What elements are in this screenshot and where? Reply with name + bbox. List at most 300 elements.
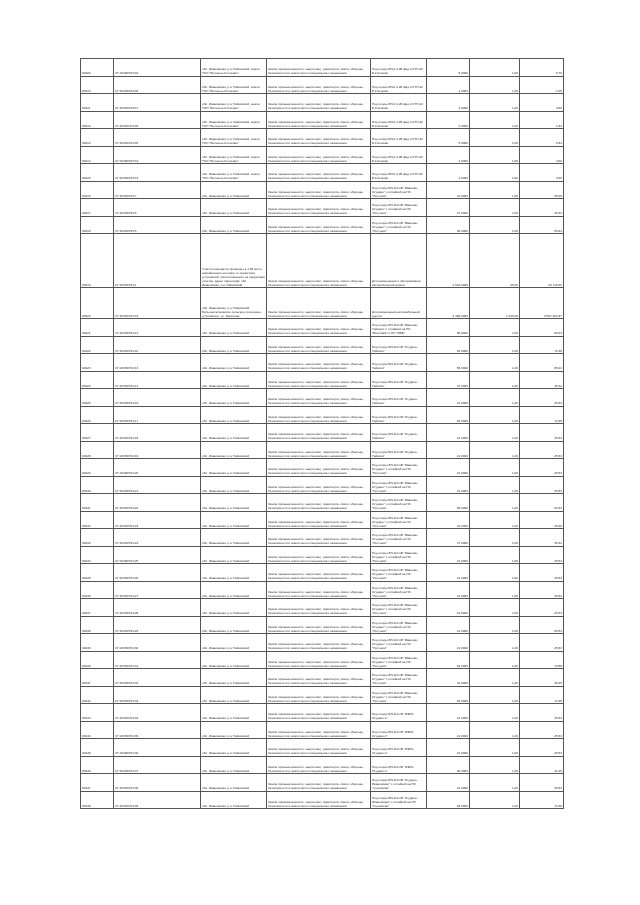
cost-value-text: 35,65 [554, 523, 562, 528]
address [200, 739, 266, 756]
address-text: обл. Ивановская, р-н Тейковский [202, 436, 250, 441]
land-category [266, 459, 370, 476]
permitted-use [370, 529, 426, 546]
cadastral-number-text: 37:18:050703:45 [115, 141, 139, 146]
cadastral-number [113, 512, 200, 529]
cadastral-number-text: 37:18:050704:35 [115, 733, 139, 738]
cost-value [519, 582, 564, 599]
address [200, 147, 266, 164]
cadastral-number [113, 617, 200, 634]
rate-value-text: 1,00 [511, 366, 518, 371]
address [200, 704, 266, 721]
permitted-use [370, 354, 426, 371]
address-text: обл. Ивановская, р-н Тейковский, земли ТОО "Большое Клочково" [202, 67, 260, 76]
row-number-text: 90243 [82, 716, 91, 721]
area-value-text: 4,0000 [458, 106, 468, 111]
cost-value-text: 4,60 [555, 176, 562, 181]
table-row [80, 389, 564, 407]
land-category [266, 182, 370, 199]
land-category [266, 687, 370, 704]
table-row [80, 774, 564, 792]
permitted-use-text: Под опоры ВЛ-110 кВ "Иваново-Огудино" с отпайкой на ПС "Петушки" [372, 515, 419, 528]
land-category [266, 129, 370, 146]
land-category-text: Земли промышленности, энергетики, транспорта, связи, обороны, безопасности и земли иного специального назначения [268, 502, 364, 511]
row-number [80, 164, 113, 181]
row-number-text: 90212 [82, 123, 91, 128]
permitted-use [370, 599, 426, 616]
table-row [80, 529, 564, 547]
table-row [80, 599, 564, 617]
cadastral-number-text: 37:18:050704:23 [115, 523, 139, 528]
cost-value-text: 35,32 [554, 541, 562, 546]
row-number-text: 90232 [82, 523, 91, 528]
cadastral-number [113, 164, 200, 181]
address [200, 442, 266, 459]
cost-value [519, 494, 564, 511]
row-number-text: 90225 [82, 401, 91, 406]
row-number-text: 90235 [82, 576, 91, 581]
cadastral-number-text: 37:18:050704:24 [115, 541, 139, 546]
land-category [266, 407, 370, 424]
rate-value-text: 1,00 [511, 716, 518, 721]
cost-value [519, 792, 564, 809]
cost-value [519, 564, 564, 581]
cost-value-text: 5,70 [555, 71, 562, 76]
area-value [426, 512, 469, 529]
rate-value-text: 1,00 [511, 593, 518, 598]
permitted-use [370, 164, 426, 181]
land-category [266, 582, 370, 599]
address-text: обл. Ивановская, р-н Тейковский, земли ТОО "Большое Клочково" [202, 102, 260, 111]
area-value [426, 634, 469, 651]
cost-value-text: 35,32 [554, 211, 562, 216]
area-value [426, 792, 469, 809]
cadastral-number-text: 37:18:050704:32 [115, 681, 139, 686]
cadastral-number [113, 529, 200, 546]
address [200, 94, 266, 111]
cost-value-text: 70,88 [554, 663, 562, 668]
cadastral-number [113, 494, 200, 511]
cadastral-number-text: 37:18:050704:22 [115, 506, 139, 511]
area-value [426, 459, 469, 476]
row-number [80, 288, 113, 318]
cadastral-number-text: 37:18:050704:16 [115, 401, 139, 406]
cadastral-number-text: 37:18:050704:28 [115, 611, 139, 616]
area-value [426, 389, 469, 406]
row-number-text: 90242 [82, 698, 91, 703]
land-category-text: Земли промышленности, энергетики, транспорта, связи, обороны, безопасности и земли иного специального назначения [268, 782, 364, 791]
area-value-text: 5,0000 [458, 141, 468, 146]
area-value [426, 652, 469, 669]
rate-value [469, 319, 519, 336]
address-text: обл. Ивановская, р-н Тейковский [202, 768, 250, 773]
cost-value [519, 182, 564, 199]
area-value-text: 3 469,0000 [452, 313, 468, 318]
table-row [80, 182, 564, 200]
land-category-text: Земли промышленности, энергетики, транспорта, связи, обороны, безопасности и земли иного специального назначения [268, 84, 364, 93]
address-text: обл. Ивановская, р-н Тейковский [202, 418, 250, 423]
address-text: обл. Ивановская, р-н Тейковский [202, 523, 250, 528]
area-value-text: 5,0000 [458, 71, 468, 76]
cadastral-number-text: 37:18:050703:48 [115, 88, 139, 93]
rate-value [469, 372, 519, 389]
area-value [426, 77, 469, 94]
address [200, 234, 266, 287]
address [200, 354, 266, 371]
permitted-use [370, 424, 426, 441]
rate-value-text: 1,00 [511, 471, 518, 476]
land-category-text: Земли промышленности, энергетики, транспорта, связи, обороны, безопасности и земли иного специального назначения [268, 189, 364, 198]
row-number [80, 599, 113, 616]
cost-value-text: 65,04 [554, 366, 562, 371]
rate-value [469, 129, 519, 146]
cost-value-text: 65,04 [554, 331, 562, 336]
cost-value-text: 35,65 [554, 681, 562, 686]
area-value-text: 1,0000 [458, 88, 468, 93]
row-number-text: 90236 [82, 593, 91, 598]
table-row [80, 704, 564, 722]
permitted-use [370, 634, 426, 651]
area-value [426, 164, 469, 181]
land-category-text: Земли промышленности, энергетики, транспорта, связи, обороны, безопасности и земли иного специального назначения [268, 172, 364, 181]
row-number-text: 90222 [82, 348, 91, 353]
rate-value [469, 494, 519, 511]
permitted-use [370, 112, 426, 129]
cadastral-number-text: 37:18:050704:13 [115, 366, 139, 371]
land-category [266, 652, 370, 669]
land-category [266, 337, 370, 354]
cadastral-number [113, 337, 200, 354]
cost-value-text: 25,53 [554, 453, 562, 458]
row-number [80, 634, 113, 651]
cost-value-text: 4,60 [555, 106, 562, 111]
address-text: обл. Ивановская, р-н Тейковский, Большеклочковское сельское поселение, д.Гусевское, ул. Заречная [202, 305, 262, 318]
land-category-text: Земли промышленности, энергетики, транспорта, связи, обороны, безопасности и земли иного специального назначения [268, 537, 364, 546]
table-row [80, 288, 564, 319]
area-value [426, 182, 469, 199]
rate-value-text: 1,00 [511, 193, 518, 198]
land-category [266, 774, 370, 791]
cadastral-number [113, 407, 200, 424]
rate-value [469, 477, 519, 494]
address [200, 389, 266, 406]
address-text: обл. Ивановская, р-н Тейковский [202, 453, 250, 458]
permitted-use-text: Под опоры ВЛ-110 кВ "Иваново-Тейково" с отпайкой на ПС "Винтовка" и ПС "ИВЕ" [372, 323, 419, 336]
address [200, 617, 266, 634]
cost-value [519, 687, 564, 704]
permitted-use-text: Под опоры ВЛ-110 кВ "Иваново-Огудино" с отпайкой на ПС "Петушки" [372, 498, 419, 511]
area-value-text: 21,0000 [456, 751, 468, 756]
rate-value-text: 1,00 [511, 681, 518, 686]
area-value-text: 2,0000 [458, 123, 468, 128]
cadastral-number [113, 217, 200, 234]
cadastral-number-text: 37:18:050704:14 [115, 383, 139, 388]
cost-value-text: 25,53 [554, 576, 562, 581]
row-number-text: 90228 [82, 453, 91, 458]
rate-value-text: 1,00 [511, 768, 518, 773]
cadastral-number [113, 564, 200, 581]
land-category-text: Земли промышленности, энергетики, транспорта, связи, обороны, безопасности и земли иного специального назначения [268, 572, 364, 581]
row-number [80, 372, 113, 389]
permitted-use [370, 182, 426, 199]
area-value-text: 4,0000 [458, 158, 468, 163]
area-value-text: 55,0000 [456, 506, 468, 511]
address-text: обл. Ивановская, р-н Тейковский [202, 366, 250, 371]
cost-value-text: 72,38 [554, 348, 562, 353]
cost-value-text: 4,60 [555, 158, 562, 163]
area-value-text: 27,0000 [456, 383, 468, 388]
address [200, 77, 266, 94]
row-number [80, 652, 113, 669]
address-text: обл. Ивановская, р-н Тейковский [202, 506, 250, 511]
permitted-use [370, 94, 426, 111]
land-category [266, 319, 370, 336]
area-value [426, 722, 469, 739]
area-value [426, 354, 469, 371]
table-row [80, 757, 564, 775]
rate-value [469, 564, 519, 581]
area-value [426, 477, 469, 494]
land-category-text: Земли промышленности, энергетики, транспорта, связи, обороны, безопасности и земли иного специального назначения [268, 712, 364, 721]
land-category [266, 147, 370, 164]
land-category [266, 94, 370, 111]
row-number-text: 90241 [82, 681, 91, 686]
cadastral-number [113, 582, 200, 599]
cost-value [519, 372, 564, 389]
address-text: обл. Ивановская, р-н Тейковский [202, 803, 250, 808]
cadastral-number-text: 37:18:050704:10 [115, 348, 139, 353]
rate-value-text: 1,00 [511, 558, 518, 563]
address-text: обл. Ивановская, р-н Тейковский, земли ТОО "Большое Клочково" [202, 172, 260, 181]
cadastral-number-text: 37:18:050704:37 [115, 768, 139, 773]
cadastral-number [113, 288, 200, 318]
cadastral-number [113, 59, 200, 76]
cost-value [519, 354, 564, 371]
permitted-use [370, 617, 426, 634]
rate-value-text: 1,00 [511, 71, 518, 76]
permitted-use [370, 77, 426, 94]
land-category-text: Земли промышленности, энергетики, транспорта, связи, обороны, безопасности и земли иного специального назначения [268, 729, 364, 738]
cadastral-number-text: 37:18:050704:38 [115, 786, 139, 791]
rate-value [469, 512, 519, 529]
rate-value [469, 547, 519, 564]
cadastral-number [113, 182, 200, 199]
rate-value-text: 1,00 [511, 803, 518, 808]
rate-value [469, 59, 519, 76]
permitted-use [370, 389, 426, 406]
rate-value [469, 337, 519, 354]
address-text: обл. Ивановская, р-н Тейковский [202, 488, 250, 493]
rate-value-text: 1,00 [511, 141, 518, 146]
permitted-use-text: Под опоры ВЛ-110 кВ "Огудино-Тейково" [372, 344, 418, 353]
rate-value [469, 164, 519, 181]
cost-value [519, 477, 564, 494]
address-text: обл. Ивановская, р-н Тейковский [202, 558, 250, 563]
table-row [80, 407, 564, 425]
address [200, 288, 266, 318]
land-category-text: Земли промышленности, энергетики, транспорта, связи, обороны, безопасности и земли иного специального назначения [268, 379, 364, 388]
cadastral-number [113, 459, 200, 476]
permitted-use-text: Под опоры ВЛ-110 кВ "Огудино-Тейково" [372, 432, 418, 441]
rate-value [469, 147, 519, 164]
table-row [80, 792, 564, 810]
cadastral-number-text: 37:18:050704:11 [115, 331, 138, 336]
address [200, 494, 266, 511]
rate-value-text: 1,00 [511, 348, 518, 353]
address-text: обл. Ивановская, р-н Тейковский [202, 348, 250, 353]
rate-value [469, 582, 519, 599]
land-category [266, 757, 370, 774]
area-value [426, 217, 469, 234]
permitted-use [370, 722, 426, 739]
permitted-use-text: Под опоры ВЛ-110 кВ "Иваново-Огудино" с отпайкой на ПС "Петушки" [372, 203, 419, 216]
cadastral-number-text: 37:18:050704:18 [115, 436, 139, 441]
cadastral-number-text: 37:18:050704:25 [115, 558, 139, 563]
area-value-text: 21,0000 [456, 733, 468, 738]
cadastral-number [113, 634, 200, 651]
cost-value [519, 337, 564, 354]
area-value-text: 63,0000 [456, 348, 468, 353]
land-category [266, 617, 370, 634]
rate-value [469, 288, 519, 318]
address-text: обл. Ивановская, р-н Тейковский [202, 751, 250, 756]
cost-value-text: 25,53 [554, 646, 562, 651]
row-number [80, 337, 113, 354]
cadastral-number [113, 442, 200, 459]
cost-value [519, 94, 564, 111]
rate-value [469, 199, 519, 216]
cadastral-number-text: 37:18:050704:15 [115, 313, 139, 318]
area-value [426, 337, 469, 354]
row-number-text: 90223 [82, 366, 91, 371]
table-row [80, 424, 564, 442]
land-category-text: Земли промышленности, энергетики, транспорта, связи, обороны, безопасности и земли иного специального назначения [268, 659, 364, 668]
cadastral-number-text: 37:18:050703:44 [115, 158, 139, 163]
cadastral-number-text: 37:18:050704:21 [115, 488, 139, 493]
row-number [80, 59, 113, 76]
rate-value-text: 1,00 [511, 611, 518, 616]
permitted-use-text: Под опоры ВЛ-110 кВ "Иваново-Огудино" с отпайкой на ПС "Петушки" [372, 550, 419, 563]
land-category [266, 792, 370, 809]
cost-value-text: 25,53 [554, 611, 562, 616]
permitted-use [370, 739, 426, 756]
row-number [80, 424, 113, 441]
area-value-text: 21,0000 [456, 593, 468, 598]
area-value [426, 582, 469, 599]
land-category-text: Земли промышленности, энергетики, транспорта, связи, обороны, безопасности и земли иного специального назначения [268, 624, 364, 633]
table-row [80, 199, 564, 217]
permitted-use-text: Под опоры ВЛ-0,4 кВ фид.4 КТП-22 Б.Клочково [372, 84, 423, 93]
table-row [80, 112, 564, 130]
rate-value-text: 1,00 [511, 158, 518, 163]
cost-value [519, 199, 564, 216]
row-number-text: 90211 [82, 106, 91, 111]
land-category-text: Земли промышленности, энергетики, транспорта, связи, обороны, безопасности и земли иного специального назначения [268, 519, 364, 528]
address-text: обл. Ивановская, р-н Тейковский [202, 193, 250, 198]
permitted-use [370, 774, 426, 791]
row-number [80, 199, 113, 216]
table-row [80, 164, 564, 182]
cost-value-text: 65,64 [554, 228, 562, 233]
rate-value-text: 1,00 [511, 506, 518, 511]
rate-value [469, 459, 519, 476]
area-value [426, 547, 469, 564]
area-value [426, 599, 469, 616]
cadastral-number-text: 37:18:050704:39 [115, 803, 139, 808]
row-number [80, 147, 113, 164]
rate-value-text: 1,00 [511, 733, 518, 738]
cadastral-number [113, 477, 200, 494]
cadastral-number [113, 722, 200, 739]
table-row [80, 739, 564, 757]
area-value-text: 21,0000 [456, 628, 468, 633]
address-text: обл. Ивановская, р-н Тейковский [202, 401, 250, 406]
permitted-use-text: Под опоры ВЛ-110 кВ "Иваново-Огудино" с отпайкой на ПС "Петушки" [372, 568, 419, 581]
permitted-use [370, 459, 426, 476]
row-number [80, 722, 113, 739]
row-number [80, 704, 113, 721]
permitted-use-text: Под опоры ВЛ-110 кВ "Огудино-Ивановская" с отпайкой на ПС "Суховская" [372, 795, 418, 808]
cadastral-number [113, 704, 200, 721]
row-number [80, 774, 113, 791]
land-category [266, 424, 370, 441]
land-category [266, 442, 370, 459]
cadastral-number [113, 319, 200, 336]
cost-value-text: 25,53 [554, 488, 562, 493]
land-category-text: Земли промышленности, энергетики, транспорта, связи, обороны, безопасности и земли иного специального назначения [268, 484, 364, 493]
permitted-use [370, 217, 426, 234]
land-category-text: Земли промышленности, энергетики, транспорта, связи, обороны, безопасности и земли иного специального назначения [268, 397, 364, 406]
cadastral-number-text: 37:18:050704:17 [115, 418, 139, 423]
permitted-use-text: Под опоры ВЛ-0,4 кВ фид.4 КТП-22 Б.Клочково [372, 137, 423, 146]
cost-value [519, 652, 564, 669]
land-category-text: Земли промышленности, энергетики, транспорта, связи, обороны, безопасности и земли иного специального назначения [268, 467, 364, 476]
rate-value [469, 182, 519, 199]
cost-value [519, 617, 564, 634]
cadastral-number-text: 37:18:050704:31 [115, 663, 139, 668]
row-number-text: 90218 [82, 228, 91, 233]
land-category-text: Земли промышленности, энергетики, транспорта, связи, обороны, безопасности и земли иного специального назначения [268, 642, 364, 651]
rate-value-text: 1,00 [511, 628, 518, 633]
table-row [80, 442, 564, 460]
rate-value [469, 792, 519, 809]
cost-value-text: 25,53 [554, 558, 562, 563]
land-category [266, 722, 370, 739]
table-row [80, 147, 564, 165]
permitted-use-text: Под опоры ВЛ-110 кВ "ИЭРЗ-Огудино-1" [372, 747, 415, 756]
row-number [80, 477, 113, 494]
area-value [426, 774, 469, 791]
rate-value-text: 1,00 [511, 436, 518, 441]
row-number-text: 90221 [82, 331, 91, 336]
rate-value [469, 354, 519, 371]
cadastral-number [113, 774, 200, 791]
permitted-use [370, 652, 426, 669]
permitted-use [370, 319, 426, 336]
rate-value-text: 1,00 [511, 541, 518, 546]
permitted-use-text: Под опоры ВЛ-110 кВ "Иваново-Огудино" с отпайкой на ПС "Петушки" [372, 638, 419, 651]
permitted-use-text: Под опоры ВЛ-0,4 кВ фид.4 КТП-22 Б.Клочково [372, 102, 423, 111]
cost-value-text: 1,84 [555, 123, 562, 128]
land-category-text: Земли промышленности, энергетики, транспорта, связи, обороны, безопасности и земли иного специального назначения [268, 554, 364, 563]
address-text: обл. Ивановская, р-н Тейковский, земли ТОО "Большое Клочково" [202, 154, 260, 163]
row-number [80, 442, 113, 459]
area-value-text: 62,0000 [456, 663, 468, 668]
table-row [80, 669, 564, 687]
area-value [426, 424, 469, 441]
address-text: обл. Ивановская, р-н Тейковский [202, 383, 250, 388]
permitted-use [370, 407, 426, 424]
